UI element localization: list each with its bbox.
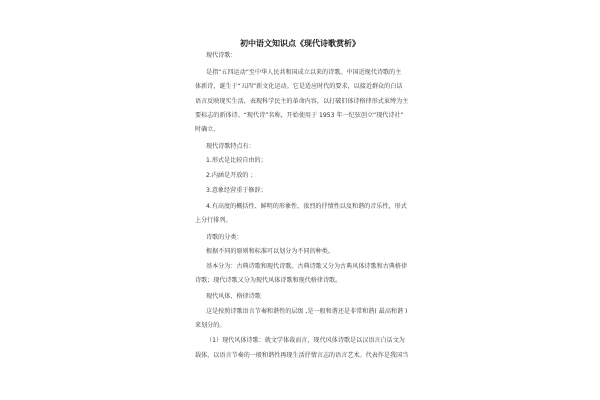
- paragraph-line: 语言反映现实生活，表现科学民主的革命内容，以打破旧体诗格律形式束缚为主: [195, 98, 409, 105]
- paragraph-line: 上分行排列。: [195, 217, 232, 224]
- paragraph-line: 体新诗，诞生于“五四”新文化运动。它是适应时代的要求，以接近群众的白话: [195, 83, 403, 90]
- paragraph-line: （1）现代风体诗歌：就文学体裁而言，现代风体诗歌是以汉语言白话文为: [206, 337, 405, 344]
- paragraph-line: 基本分为：古典诗歌和现代诗歌。古典诗歌又分为古典风体诗歌和古典格律: [206, 263, 408, 270]
- paragraph-line: 现代风体、格律诗歌: [206, 293, 261, 300]
- paragraph-line: 诗歌；现代诗歌又分为现代风体诗歌和现代格律诗歌。: [195, 277, 342, 284]
- paragraph-line: 2.内涵是开放的 ；: [206, 172, 257, 179]
- paragraph-line: 要标志的新体诗。“现代诗”名称，开始使用于 1953 年一纪弦创立“现代诗社”: [195, 112, 404, 119]
- paragraph-line: 3.意象经营重于修辞；: [206, 187, 267, 194]
- paragraph-line: 4.有高度的概括性、鲜明的形象性、浓烈的抒情性以及和谐的音乐性，形式: [206, 203, 407, 210]
- paragraph-line: 根据不同的原则和标准可以划分为不同的种类。: [206, 248, 334, 255]
- paragraph-line: 诗歌的分类：: [206, 234, 243, 241]
- paragraph-line: 这是按照诗歌语言节奏和谐性的层级 ,是一般和谐还是非常和谐( 最高和谐 ): [206, 308, 408, 315]
- paragraph-line: 是指“五四运动”至中华人民共和国成立以来的诗歌。中国近现代诗歌的主: [206, 69, 402, 76]
- paragraph-line: 载体，以语言节奏的一般和谐性再现生活抒情言志的语言艺术。代表作是我国当: [195, 352, 409, 359]
- paragraph-line: 时确立。: [195, 126, 220, 133]
- paragraph-line: 来划分的。: [195, 322, 226, 329]
- paragraph-line: 现代诗歌特点有：: [206, 143, 255, 150]
- paragraph-line: 1.形式是比较自由的；: [206, 157, 267, 164]
- document-title: 初中语文知识点《现代诗歌赏析》: [240, 39, 360, 48]
- paragraph-line: 现代诗歌：: [206, 52, 237, 59]
